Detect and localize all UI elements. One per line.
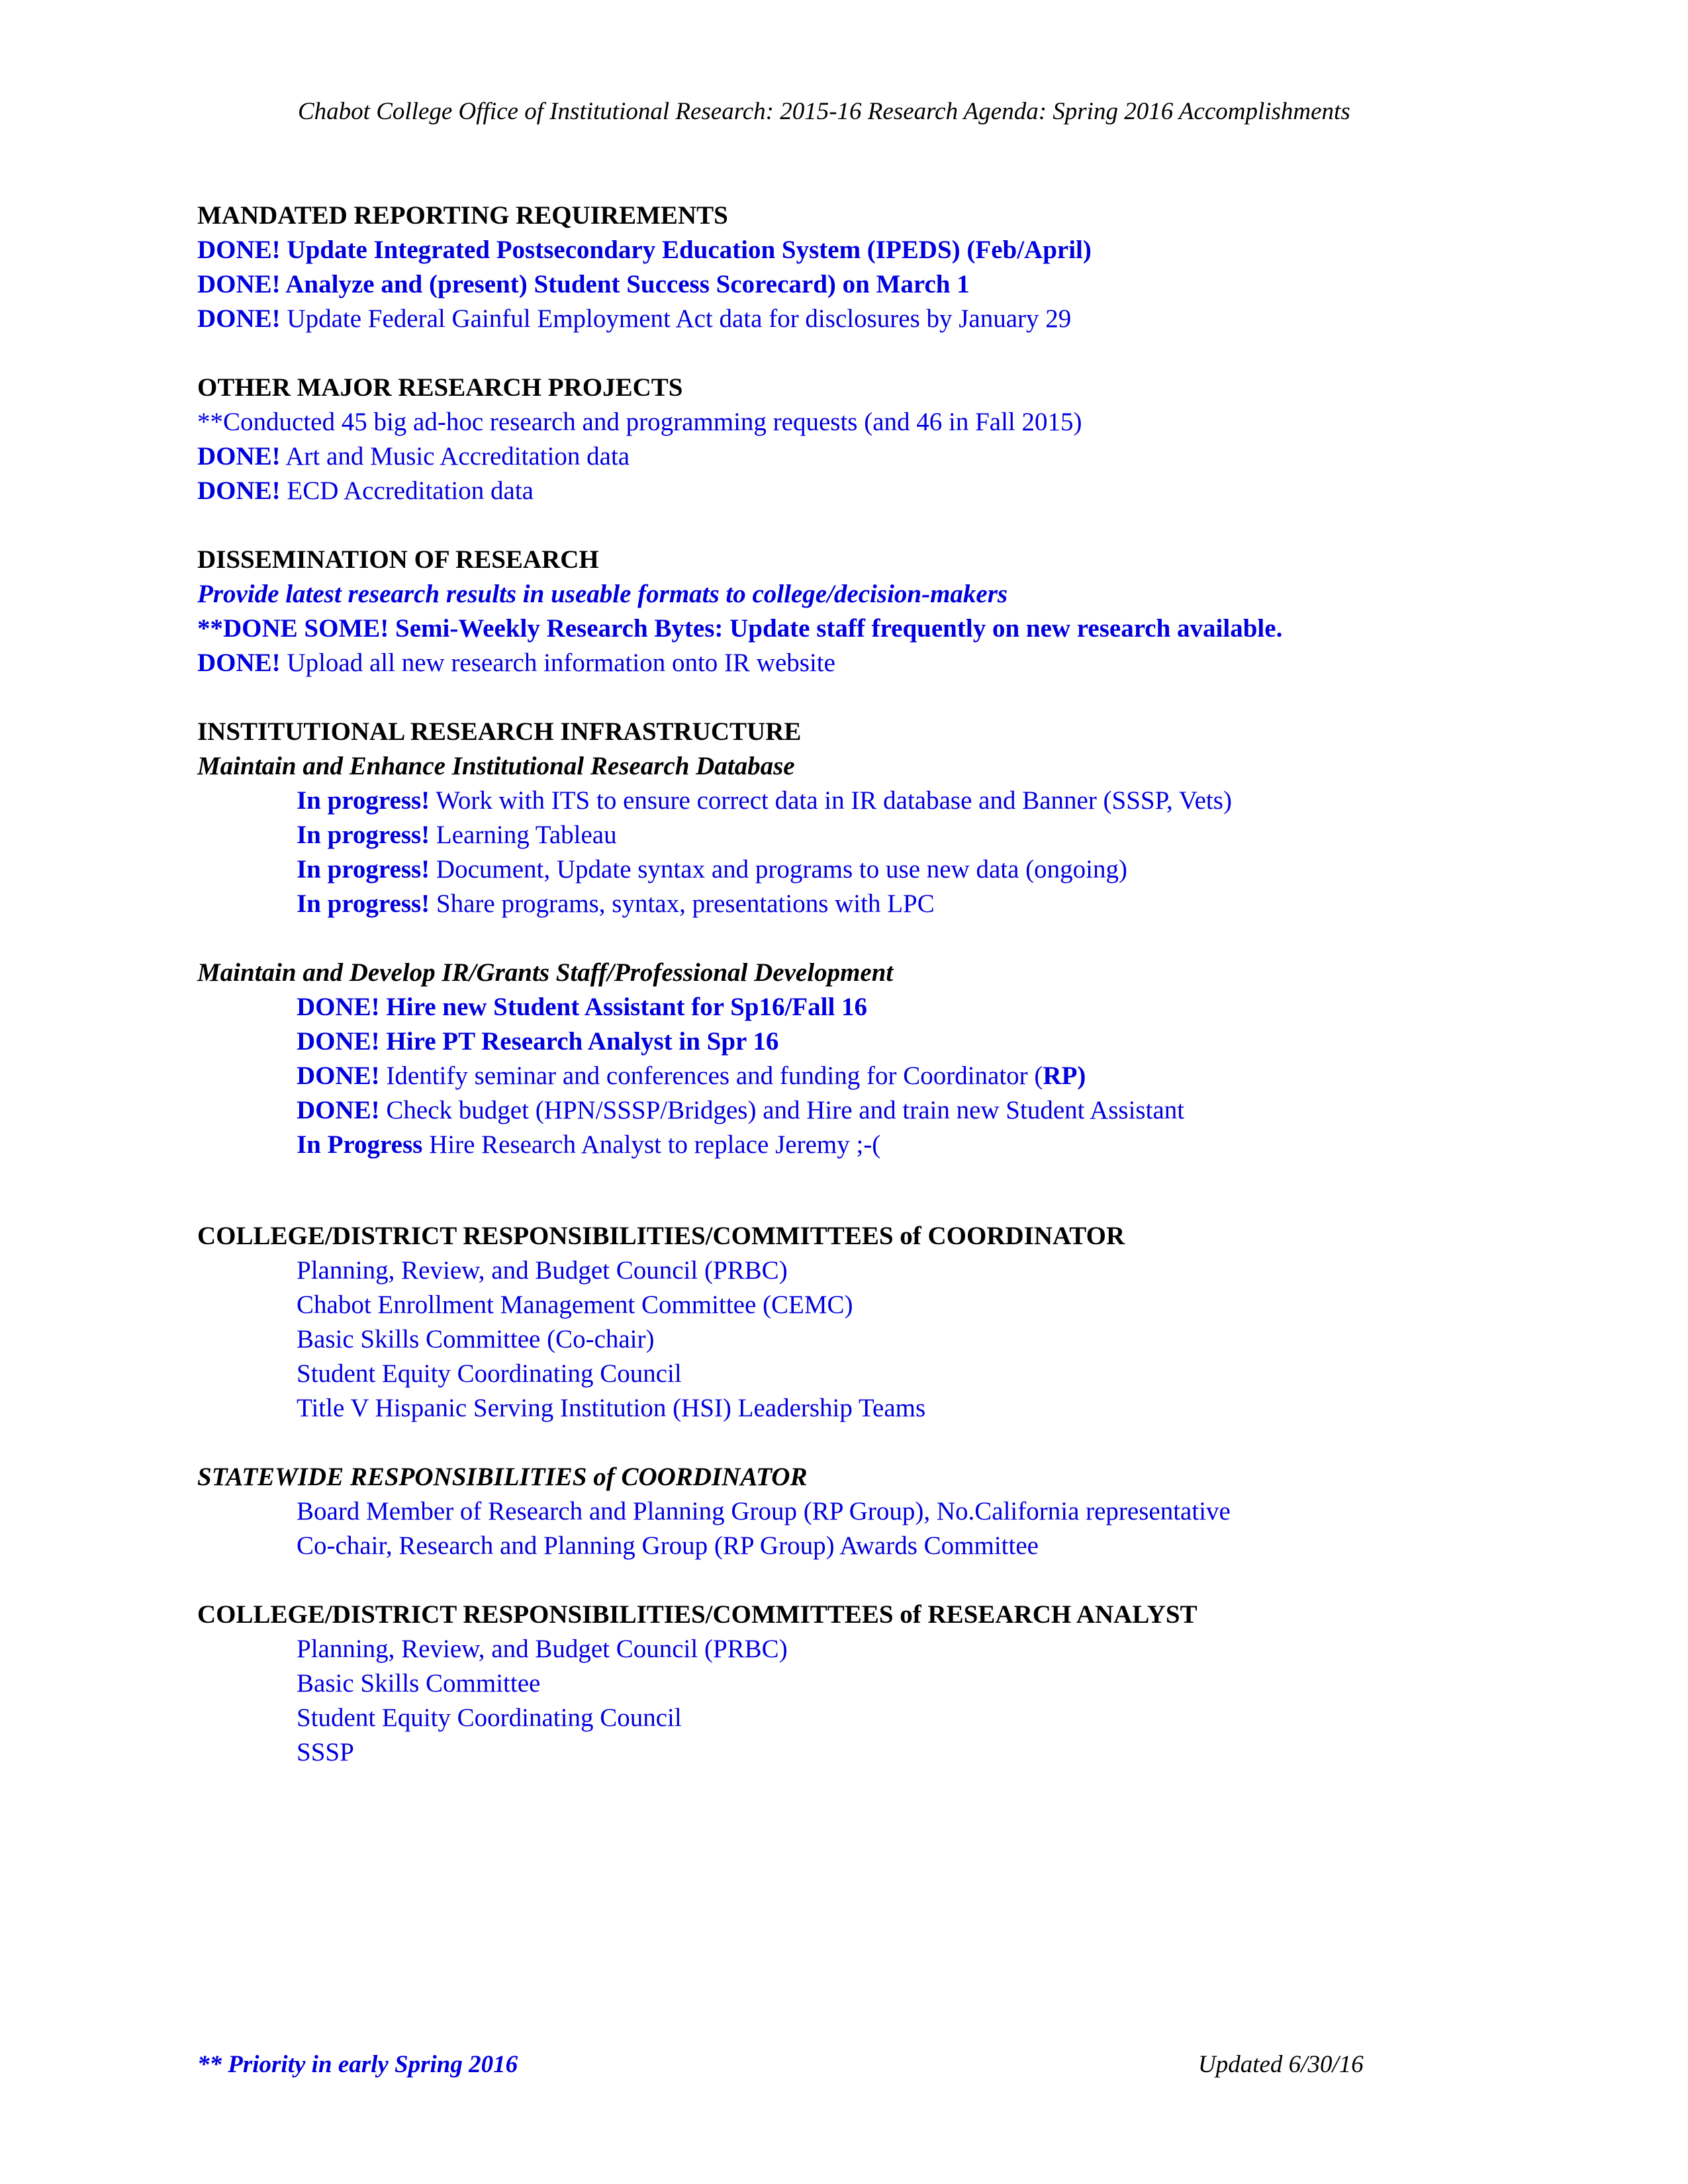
item-text: Art and Music Accreditation data bbox=[280, 442, 630, 471]
status-label: DONE! bbox=[197, 442, 281, 471]
status-label: In progress! bbox=[297, 855, 430, 884]
item-text: Update Federal Gainful Employment Act data for disclosures by January 29 bbox=[280, 304, 1072, 333]
list-item bbox=[297, 891, 935, 917]
status-label: DONE! bbox=[197, 649, 281, 677]
status-label: DONE! bbox=[197, 304, 281, 333]
section-heading-mandated: MANDATED REPORTING REQUIREMENTS bbox=[197, 201, 728, 230]
list-item bbox=[297, 1063, 1086, 1089]
list-item: DONE! Hire PT Research Analyst in Spr 16 bbox=[297, 1027, 779, 1056]
list-item bbox=[197, 650, 835, 676]
list-item: **Conducted 45 big ad-hoc research and programming requests (and 46 in Fall 2015) bbox=[197, 408, 1082, 436]
list-item: Title V Hispanic Serving Institution (HSI) Leadership Teams bbox=[297, 1394, 926, 1422]
item-text: Identify seminar and conferences and funding for Coordinator ( bbox=[379, 1062, 1043, 1090]
list-item: **DONE SOME! Semi-Weekly Research Bytes: Update staff frequently on new research available. bbox=[197, 614, 1283, 643]
list-item bbox=[197, 306, 1071, 332]
footer-priority-note: ** Priority in early Spring 2016 bbox=[197, 2051, 518, 2078]
status-label: DONE! bbox=[297, 1096, 380, 1124]
list-item bbox=[297, 1132, 880, 1158]
item-text-bold: RP) bbox=[1043, 1062, 1086, 1090]
status-label: DONE! bbox=[297, 1062, 380, 1090]
item-text: Document, Update syntax and programs to use new data (ongoing) bbox=[430, 855, 1127, 884]
section-heading-infrastructure: INSTITUTIONAL RESEARCH INFRASTRUCTURE bbox=[197, 717, 802, 746]
section-heading-dissemination: DISSEMINATION OF RESEARCH bbox=[197, 545, 599, 574]
list-item: Board Member of Research and Planning Group (RP Group), No.California representative bbox=[297, 1497, 1231, 1525]
section-heading-other-projects: OTHER MAJOR RESEARCH PROJECTS bbox=[197, 373, 683, 402]
list-item bbox=[197, 478, 534, 504]
list-item bbox=[297, 788, 1232, 813]
item-text: Upload all new research information onto IR website bbox=[280, 649, 835, 677]
list-item: Co-chair, Research and Planning Group (RP Group) Awards Committee bbox=[297, 1531, 1039, 1560]
footer-updated-date: Updated 6/30/16 bbox=[1198, 2051, 1364, 2078]
item-text: Check budget (HPN/SSSP/Bridges) and Hire and train new Student Assistant bbox=[379, 1096, 1185, 1124]
list-item: DONE! Update Integrated Postsecondary Education System (IPEDS) (Feb/April) bbox=[197, 236, 1092, 264]
item-text: Hire Research Analyst to replace Jeremy ;-( bbox=[422, 1130, 881, 1159]
list-item bbox=[297, 856, 1127, 882]
section-subheading: Maintain and Develop IR/Grants Staff/Professional Development bbox=[197, 958, 894, 987]
section-subheading: Provide latest research results in useable formats to college/decision-makers bbox=[197, 580, 1008, 608]
list-item: Student Equity Coordinating Council bbox=[297, 1704, 682, 1732]
page-header-title: Chabot College Office of Institutional Research: 2015-16 Research Agenda: Spring 2016 Accomplishments bbox=[298, 98, 1350, 125]
list-item: DONE! Analyze and (present) Student Success Scorecard) on March 1 bbox=[197, 270, 970, 298]
list-item: Basic Skills Committee bbox=[297, 1669, 541, 1698]
status-label: In Progress bbox=[297, 1130, 423, 1159]
list-item bbox=[297, 822, 617, 848]
section-heading-analyst-committees: COLLEGE/DISTRICT RESPONSIBILITIES/COMMITTEES of RESEARCH ANALYST bbox=[197, 1600, 1197, 1629]
status-label: In progress! bbox=[297, 786, 430, 815]
list-item: Basic Skills Committee (Co-chair) bbox=[297, 1325, 655, 1353]
list-item: Planning, Review, and Budget Council (PRBC) bbox=[297, 1256, 788, 1285]
list-item bbox=[297, 1097, 1184, 1123]
list-item: SSSP bbox=[297, 1738, 354, 1766]
status-label: In progress! bbox=[297, 821, 430, 849]
status-label: DONE! bbox=[197, 477, 281, 505]
item-text: Work with ITS to ensure correct data in IR database and Banner (SSSP, Vets) bbox=[430, 786, 1232, 815]
list-item: Chabot Enrollment Management Committee (CEMC) bbox=[297, 1291, 853, 1319]
list-item: Planning, Review, and Budget Council (PRBC) bbox=[297, 1635, 788, 1663]
section-subheading: Maintain and Enhance Institutional Research Database bbox=[197, 752, 795, 780]
section-heading-coordinator-committees: COLLEGE/DISTRICT RESPONSIBILITIES/COMMITTEES of COORDINATOR bbox=[197, 1222, 1125, 1250]
item-text: Share programs, syntax, presentations with LPC bbox=[430, 889, 935, 918]
section-heading-statewide: STATEWIDE RESPONSIBILITIES of COORDINATOR bbox=[197, 1463, 808, 1491]
list-item: DONE! Hire new Student Assistant for Sp16/Fall 16 bbox=[297, 993, 868, 1021]
list-item: Student Equity Coordinating Council bbox=[297, 1359, 682, 1388]
status-label: In progress! bbox=[297, 889, 430, 918]
item-text: ECD Accreditation data bbox=[280, 477, 534, 505]
item-text: Learning Tableau bbox=[430, 821, 617, 849]
list-item bbox=[197, 443, 630, 469]
